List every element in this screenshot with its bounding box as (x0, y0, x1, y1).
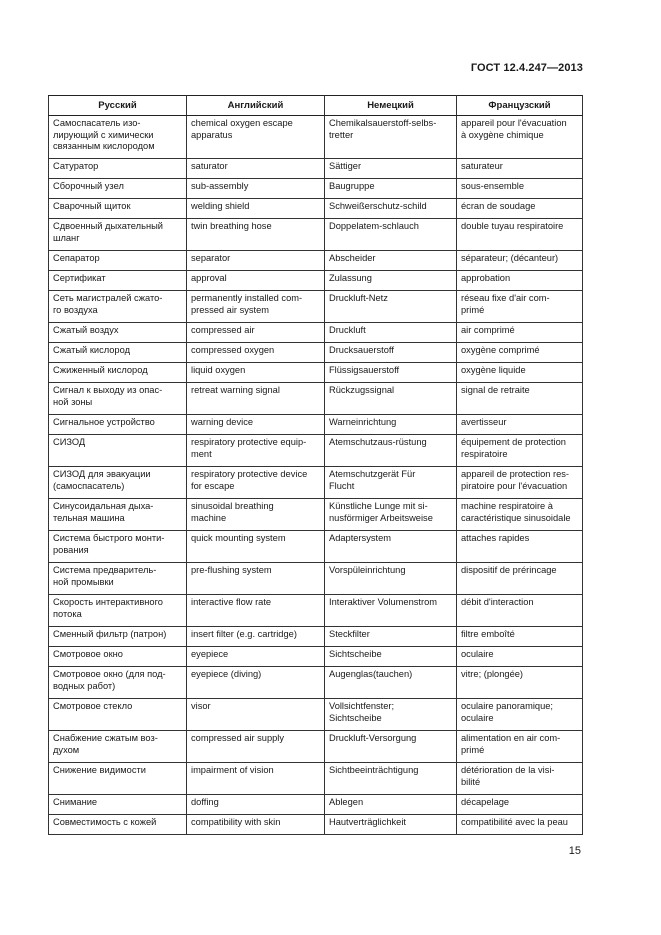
term-french: compatibilité avec la peau (457, 815, 583, 835)
term-german: Warneinrichtung (325, 415, 457, 435)
term-russian: Совместимость с кожей (49, 815, 187, 835)
term-english: permanently installed com- pressed air system (187, 291, 325, 323)
term-russian: Смотровое окно (49, 647, 187, 667)
term-german: Doppelatem-schlauch (325, 219, 457, 251)
term-english: respiratory protective device for escape (187, 467, 325, 499)
term-english: twin breathing hose (187, 219, 325, 251)
table-row (49, 731, 583, 763)
term-german: Steckfilter (325, 627, 457, 647)
term-russian: Сигнал к выходу из опас- ной зоны (49, 383, 187, 415)
term-french: appareil pour l'évacuation à oxygène chimique (457, 116, 583, 159)
term-russian: Система предваритель- ной промывки (49, 563, 187, 595)
term-russian: Система быстрого монти- рования (49, 531, 187, 563)
term-russian: Сдвоенный дыхательный шланг (49, 219, 187, 251)
term-russian: Смотровое окно (для под- водных работ) (49, 667, 187, 699)
term-german: Druckluft (325, 323, 457, 343)
term-german: Vollsichtfenster; Sichtscheibe (325, 699, 457, 731)
table-row (49, 415, 583, 435)
term-german: Atemschutzgerät Für Flucht (325, 467, 457, 499)
table-header-row (49, 96, 583, 116)
term-russian: Сборочный узел (49, 179, 187, 199)
term-english: separator (187, 251, 325, 271)
term-russian: Сжатый воздух (49, 323, 187, 343)
term-french: équipement de protection respiratoire (457, 435, 583, 467)
term-german: Künstliche Lunge mit si- nusförmiger Arbeitsweise (325, 499, 457, 531)
term-french: décapelage (457, 795, 583, 815)
table-row (49, 179, 583, 199)
term-french: séparateur; (décanteur) (457, 251, 583, 271)
table-row (49, 343, 583, 363)
term-russian: Снабжение сжатым воз- духом (49, 731, 187, 763)
term-french: attaches rapides (457, 531, 583, 563)
term-english: approval (187, 271, 325, 291)
table-row (49, 323, 583, 343)
table-row (49, 291, 583, 323)
term-german: Druckluft-Netz (325, 291, 457, 323)
term-russian: Смотровое стекло (49, 699, 187, 731)
term-german: Sättiger (325, 159, 457, 179)
term-german: Interaktiver Volumenstrom (325, 595, 457, 627)
term-german: Adaptersystem (325, 531, 457, 563)
table-row (49, 383, 583, 415)
term-russian: Сжатый кислород (49, 343, 187, 363)
column-header-english: Английский (187, 96, 325, 116)
term-russian: СИЗОД (49, 435, 187, 467)
table-row (49, 363, 583, 383)
table-row (49, 815, 583, 835)
term-german: Flüssigsauerstoff (325, 363, 457, 383)
term-french: filtre emboîté (457, 627, 583, 647)
term-german: Hautverträglichkeit (325, 815, 457, 835)
term-german: Rückzugssignal (325, 383, 457, 415)
term-french: débit d'interaction (457, 595, 583, 627)
term-german: Augenglas(tauchen) (325, 667, 457, 699)
term-english: compressed oxygen (187, 343, 325, 363)
term-french: double tuyau respiratoire (457, 219, 583, 251)
term-french: saturateur (457, 159, 583, 179)
glossary-body (49, 116, 583, 835)
term-english: saturator (187, 159, 325, 179)
column-header-french: Французский (457, 96, 583, 116)
table-row (49, 435, 583, 467)
column-header-german: Немецкий (325, 96, 457, 116)
term-french: signal de retraite (457, 383, 583, 415)
term-french: machine respiratoire à caractéristique sinusoidale (457, 499, 583, 531)
term-russian: Снижение видимости (49, 763, 187, 795)
term-french: sous-ensemble (457, 179, 583, 199)
document-header: ГОСТ 12.4.247—2013 (470, 62, 583, 74)
table-row (49, 795, 583, 815)
term-english: pre-flushing system (187, 563, 325, 595)
term-russian: Самоспасатель изо- лирующий с химически связанным кислородом (49, 116, 187, 159)
term-english: quick mounting system (187, 531, 325, 563)
table-row (49, 627, 583, 647)
table-row (49, 499, 583, 531)
term-german: Abscheider (325, 251, 457, 271)
term-french: avertisseur (457, 415, 583, 435)
table-row (49, 595, 583, 627)
table-row (49, 531, 583, 563)
table-row (49, 159, 583, 179)
term-french: oculaire (457, 647, 583, 667)
term-russian: Снимание (49, 795, 187, 815)
term-german: Vorspüleinrichtung (325, 563, 457, 595)
term-russian: Синусоидальная дыха- тельная машина (49, 499, 187, 531)
table-row (49, 467, 583, 499)
term-german: Sichtbeeinträchtigung (325, 763, 457, 795)
term-english: chemical oxygen escape apparatus (187, 116, 325, 159)
term-english: sub-assembly (187, 179, 325, 199)
term-french: vitre; (plongée) (457, 667, 583, 699)
term-german: Druckluft-Versorgung (325, 731, 457, 763)
term-english: doffing (187, 795, 325, 815)
term-english: eyepiece (diving) (187, 667, 325, 699)
term-english: sinusoidal breathing machine (187, 499, 325, 531)
term-english: compressed air (187, 323, 325, 343)
term-english: liquid oxygen (187, 363, 325, 383)
table-row (49, 116, 583, 159)
term-english: respiratory protective equip- ment (187, 435, 325, 467)
term-english: interactive flow rate (187, 595, 325, 627)
term-french: alimentation en air com- primé (457, 731, 583, 763)
term-russian: Сертификат (49, 271, 187, 291)
term-russian: Сепаратор (49, 251, 187, 271)
term-french: réseau fixe d'air com- primé (457, 291, 583, 323)
glossary-table (48, 95, 583, 835)
term-russian: Сеть магистралей сжато- го воздуха (49, 291, 187, 323)
term-german: Chemikalsauerstoff-selbs- tretter (325, 116, 457, 159)
column-header-russian: Русский (49, 96, 187, 116)
term-french: air comprimé (457, 323, 583, 343)
term-english: retreat warning signal (187, 383, 325, 415)
table-row (49, 199, 583, 219)
term-german: Schweißerschutz-schild (325, 199, 457, 219)
term-german: Baugruppe (325, 179, 457, 199)
term-french: détérioration de la visi- bilité (457, 763, 583, 795)
table-row (49, 271, 583, 291)
term-english: visor (187, 699, 325, 731)
term-russian: Скорость интерактивного потока (49, 595, 187, 627)
term-russian: Сигнальное устройство (49, 415, 187, 435)
term-german: Sichtscheibe (325, 647, 457, 667)
term-french: appareil de protection res- piratoire pour l'évacuation (457, 467, 583, 499)
term-french: oxygène liquide (457, 363, 583, 383)
term-french: écran de soudage (457, 199, 583, 219)
term-german: Atemschutzaus-rüstung (325, 435, 457, 467)
table-row (49, 647, 583, 667)
term-english: impairment of vision (187, 763, 325, 795)
term-german: Drucksauerstoff (325, 343, 457, 363)
term-french: oculaire panoramique; oculaire (457, 699, 583, 731)
term-english: welding shield (187, 199, 325, 219)
term-russian: Сварочный щиток (49, 199, 187, 219)
table-row (49, 763, 583, 795)
page-number: 15 (568, 845, 581, 857)
table-row (49, 667, 583, 699)
table-row (49, 699, 583, 731)
term-russian: СИЗОД для эвакуации (самоспасатель) (49, 467, 187, 499)
term-english: compatibility with skin (187, 815, 325, 835)
term-german: Zulassung (325, 271, 457, 291)
term-russian: Сменный фильтр (патрон) (49, 627, 187, 647)
term-german: Ablegen (325, 795, 457, 815)
term-english: warning device (187, 415, 325, 435)
term-russian: Сатуратор (49, 159, 187, 179)
table-row (49, 563, 583, 595)
table-row (49, 219, 583, 251)
table-row (49, 251, 583, 271)
term-french: approbation (457, 271, 583, 291)
term-russian: Сжиженный кислород (49, 363, 187, 383)
term-english: compressed air supply (187, 731, 325, 763)
term-french: oxygène comprimé (457, 343, 583, 363)
term-french: dispositif de prérincage (457, 563, 583, 595)
term-english: insert filter (e.g. cartridge) (187, 627, 325, 647)
term-english: eyepiece (187, 647, 325, 667)
